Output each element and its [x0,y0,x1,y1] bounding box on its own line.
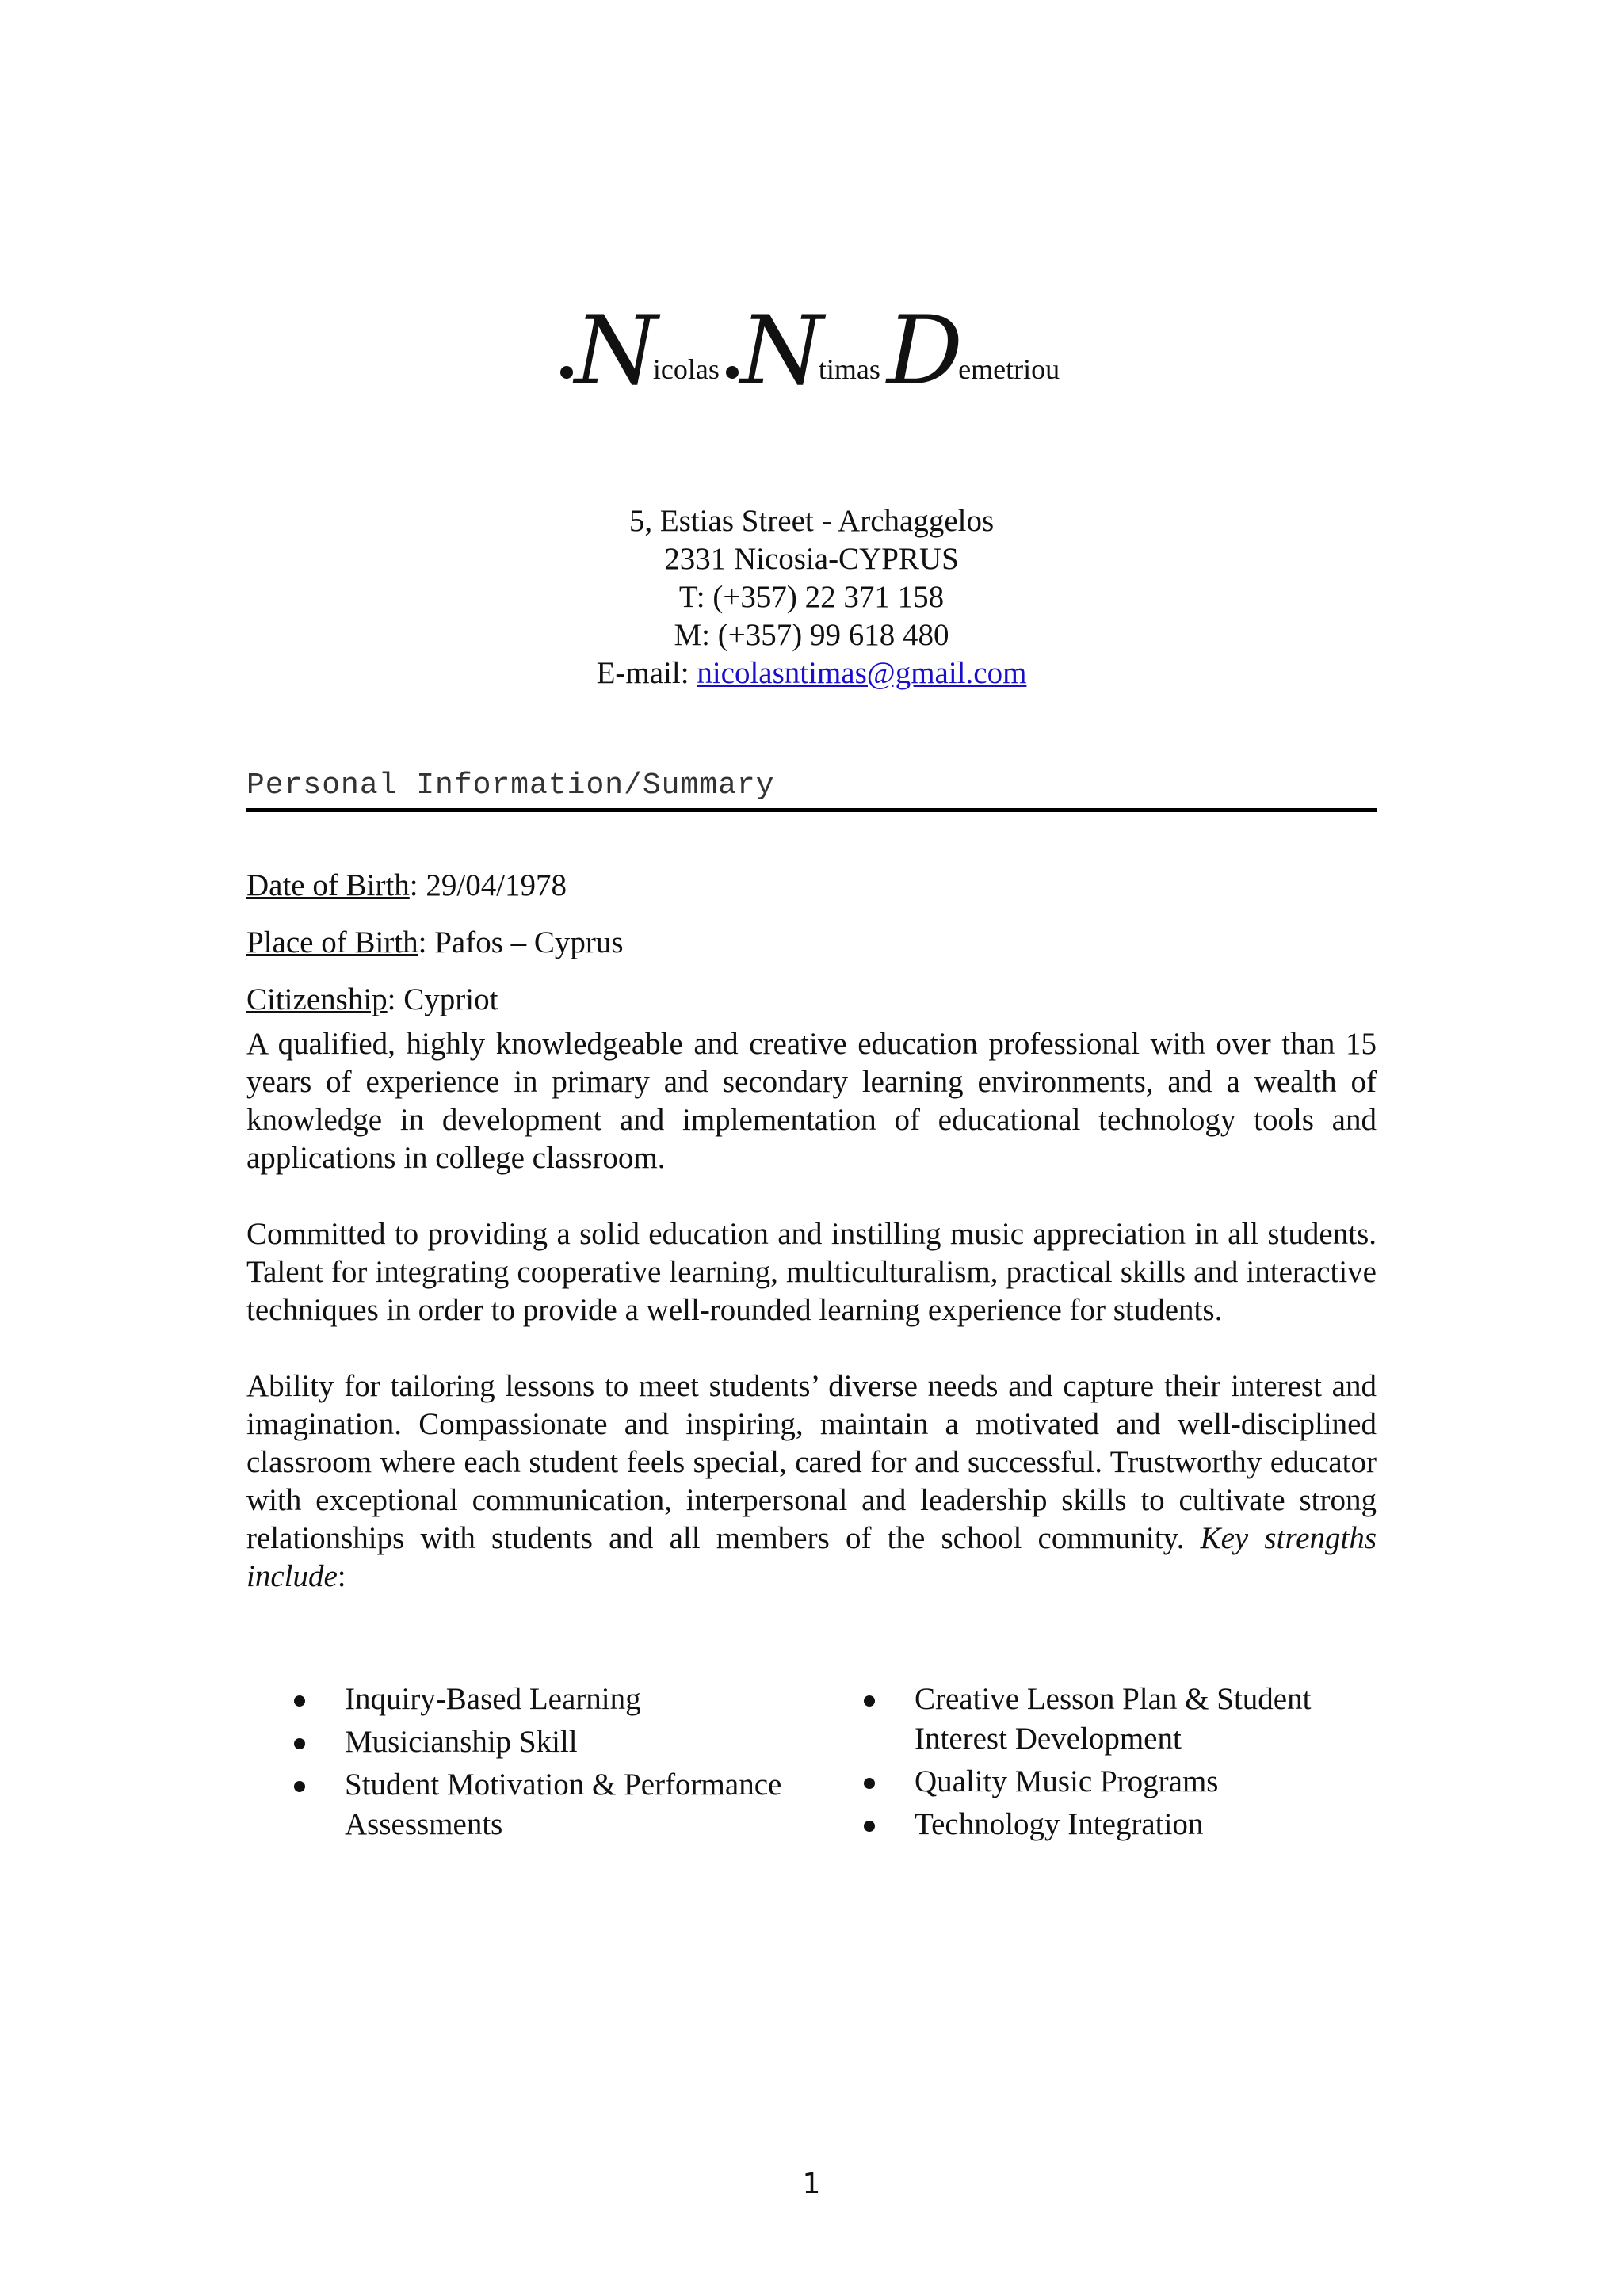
strength-item: Student Motivation & Performance Assessments [246,1765,861,1844]
address-mobile: M: (+357) 99 618 480 [674,618,949,652]
strength-item: Technology Integration [861,1805,1377,1844]
strength-item: Creative Lesson Plan & Student Interest Development [861,1680,1377,1759]
name-middle [726,296,884,406]
key-strengths-list [246,1680,1377,1848]
name-first-initial: N [560,296,658,406]
name-last-rest: emetriou [958,353,1060,385]
fact-date-of-birth [246,867,1377,905]
address-street: 5, Estias Street - Archaggelos [628,504,995,538]
fact-pob-label: Place of Birth [246,925,418,959]
email-label: E-mail: [596,656,697,690]
strength-item: Inquiry-Based Learning [246,1680,861,1719]
name-last-initial: D [886,296,964,406]
document-body [246,867,1377,1634]
fact-citizenship [246,981,1377,1019]
fact-citizenship-value: : Cypriot [387,982,498,1016]
cv-name-heading [0,296,1623,406]
address-email-line [0,654,1623,692]
section-heading-personal-info: Personal Information/Summary [246,767,1377,812]
name-first-rest: icolas [652,353,720,385]
summary-paragraph-3 [246,1367,1377,1596]
strengths-column-right [861,1680,1377,1848]
key-strengths-colon: : [337,1559,346,1593]
strengths-column-left [246,1680,861,1848]
strength-item: Musicianship Skill [246,1722,861,1762]
address-city: 2331 Nicosia-CYPRUS [664,542,959,576]
name-last [886,296,1063,406]
email-link[interactable]: nicolasntimas@gmail.com [697,656,1027,690]
fact-place-of-birth [246,924,1377,962]
summary-paragraph-3-text: Ability for tailoring lessons to meet students’ diverse needs and capture their interest and imagination. Compassionate and inspiring, maintain a motivated and well-disciplined classroom where each student feels special, cared for and successful. Trustworthy educator with exceptional communication, interpersonal and leadership skills to cultivate strong relationships with students and all members of the school community. [246,1369,1377,1555]
name-first [560,296,723,406]
strength-item: Quality Music Programs [861,1762,1377,1802]
fact-citizenship-label: Citizenship [246,982,388,1016]
name-middle-initial: N [726,296,823,406]
fact-pob-value: : Pafos – Cyprus [418,925,624,959]
summary-paragraph-2: Committed to providing a solid education and instilling music appreciation in all students. Talent for integrating cooperative learning, multiculturalism, practical skills and interactive techniques in order to provide a well-rounded learning experience for students. [246,1217,1377,1327]
fact-dob-value: : 29/04/1978 [409,868,567,902]
contact-address-block [0,502,1623,692]
address-phone: T: (+357) 22 371 158 [678,580,945,614]
name-middle-rest: timas [818,353,880,385]
summary-paragraph-1: A qualified, highly knowledgeable and creative education professional with over than 15 years of experience in primary and secondary learning environments, and a wealth of knowledge in development and implementation of educational technology tools and applications in college classroom. [246,1027,1377,1175]
key-strengths-intro: Key strengths include [246,1521,1377,1593]
fact-dob-label: Date of Birth [246,868,410,902]
page-number: 1 [802,2168,821,2200]
